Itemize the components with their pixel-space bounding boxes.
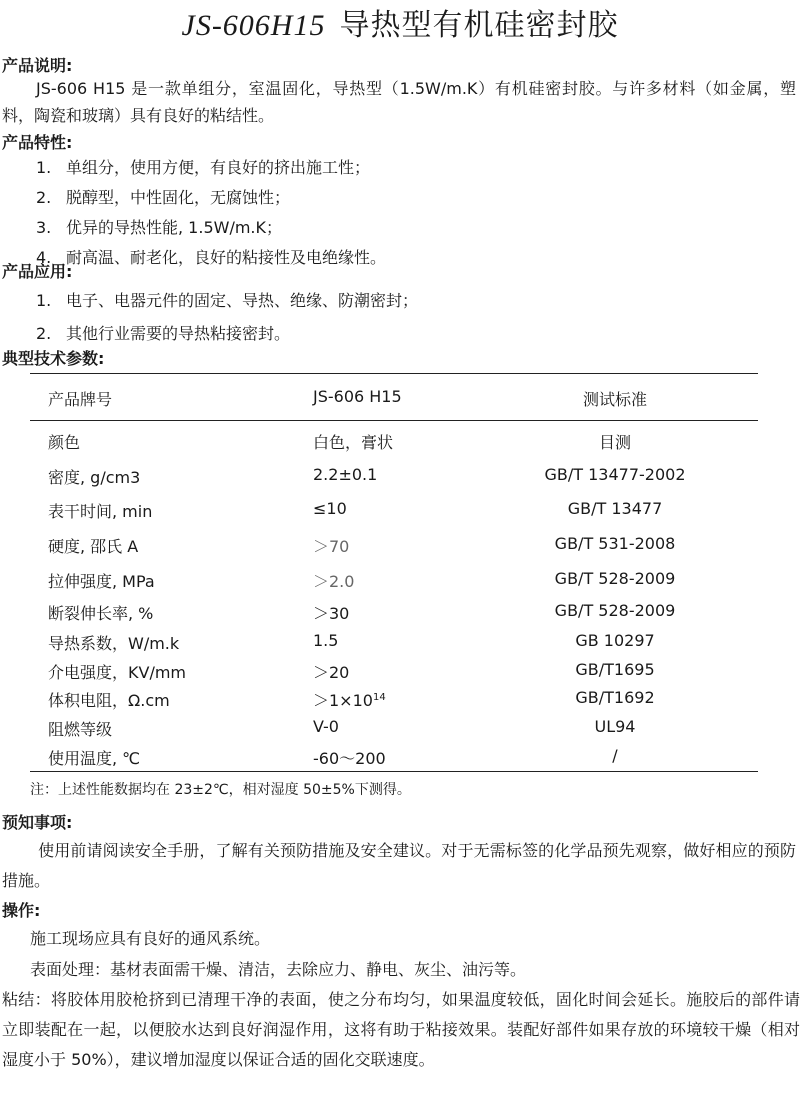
title-model: JS-606H15 <box>181 9 326 42</box>
table-header <box>30 374 758 421</box>
list-item: 2. 脱醇型，中性固化，无腐蚀性； <box>36 188 291 207</box>
header-cell: 测试标准 <box>582 390 647 409</box>
list-item: 4. 耐高温、耐老化，良好的粘接性及电绝缘性。 <box>36 248 387 267</box>
header-cell: 产品牌号 <box>48 390 113 409</box>
page-title <box>0 6 800 46</box>
heading-applications: 产品应用: <box>2 262 73 281</box>
operation-line-ventilation: 施工现场应具有良好的通风系统。 <box>30 929 271 948</box>
features-list <box>36 153 386 273</box>
heading-params: 典型技术参数: <box>2 349 105 368</box>
list-item: 1. 单组分，使用方便，有良好的挤出施工性； <box>36 158 371 177</box>
description-body: JS-606 H15 是一款单组分，室温固化，导热型（1.5W/m.K）有机硅密封胶。与许多材料（如金属，塑料，陶瓷和玻璃）具有良好的粘结性。 <box>2 79 796 125</box>
header-cell: JS-606 H15 <box>313 387 402 406</box>
title-name: 导热型有机硅密封胶 <box>339 8 619 43</box>
heading-precautions: 预知事项: <box>2 813 73 832</box>
list-item: 1. 电子、电器元件的固定、导热、绝缘、防潮密封； <box>36 291 419 310</box>
operation-line-bonding: 粘结：将胶体用胶枪挤到已清理干净的表面，使之分布均匀，如果温度较低，固化时间会延长。施胶后的部件请立即装配在一起，以便胶水达到良好润湿作用，这将有助于粘接效果。装配好部件如果存放的环境较干燥（相对湿度小于 50%），建议增加湿度以保证合适的固化交联速度。 <box>2 990 800 1069</box>
applications-list <box>36 284 418 350</box>
heading-description: 产品说明: <box>2 56 73 75</box>
list-item: 3. 优异的导热性能, 1.5W/m.K； <box>36 218 282 237</box>
heading-operation: 操作: <box>2 901 41 920</box>
params-table: 产品牌号 JS-606 H15 测试标准 颜色 白色，膏状 目测 密度, g/cm3 2.2±0.1 GB/T 13477-2002 表干时间, min ≤10 GB/T 13477 硬度, 邵氏 A ＞70 GB/T 531-2008 拉伸强度, MPa ＞2.0 GB/T 528-2009 断裂伸长率, % ＞30 GB/T 528-2009 导热系数，W/m.k 1.5 GB 10297 介电强度，KV/mm ＞20 GB/T1695 体积电阻，Ω.cm $>1\times 10^{14}$ GB/T1692 阻燃等级 V-0 UL94 使用温度, ℃ -60～200 / <box>30 373 758 772</box>
heading-features: 产品特性: <box>2 133 73 152</box>
description-text <box>2 75 796 129</box>
list-item: 2. 其他行业需要的导热粘接密封。 <box>36 324 291 343</box>
operation-line-surface: 表面处理：基材表面需干燥、清洁，去除应力、静电、灰尘、油污等。 <box>30 960 527 979</box>
precautions-text: 使用前请阅读安全手册，了解有关预防措施及安全建议。对于无需标签的化学品预先观察，做好相应的预防措施。 <box>2 841 796 890</box>
table-note: 注：上述性能数据均在 23±2℃，相对湿度 50±5%下测得。 <box>30 782 411 798</box>
